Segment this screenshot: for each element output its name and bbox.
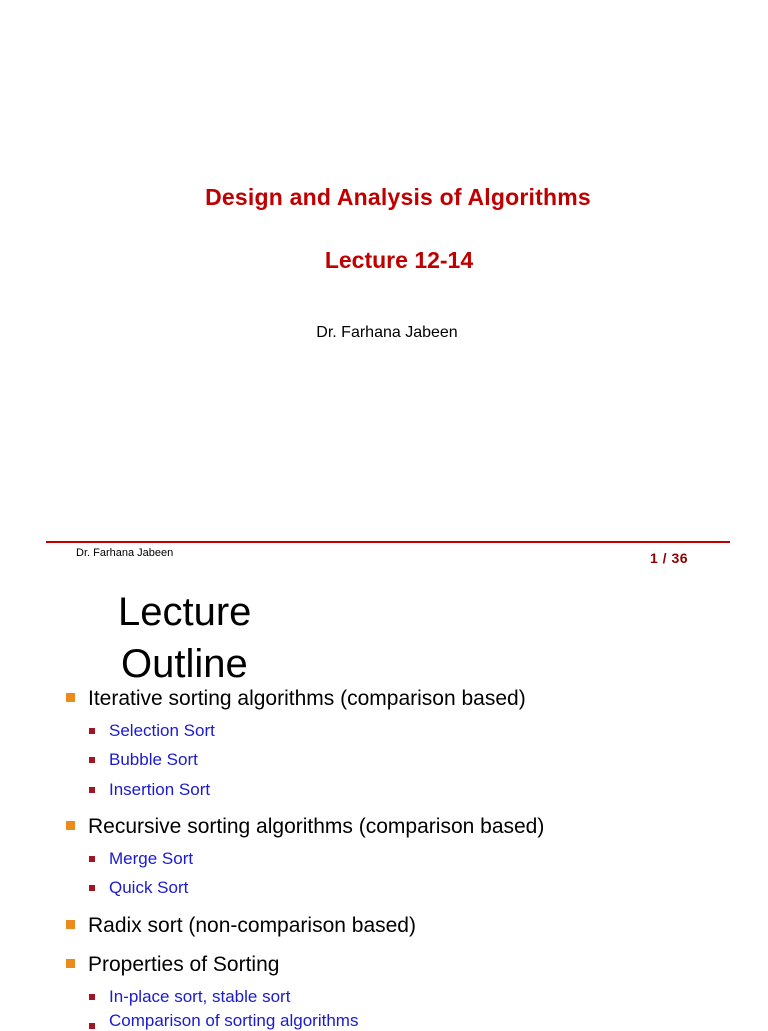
outline-subitem: In-place sort, stable sort: [109, 987, 291, 1006]
outline-subitem: Comparison of sorting algorithms: [109, 1011, 359, 1030]
sub-bullet-icon: [89, 787, 95, 793]
outline-item: Radix sort (non-comparison based): [88, 914, 416, 937]
outline-title-line1: Lecture: [118, 590, 252, 634]
outline-subitem: Quick Sort: [109, 878, 189, 897]
bullet-icon: [66, 821, 75, 830]
outline-subitem: Insertion Sort: [109, 780, 211, 799]
footer-author: Dr. Farhana Jabeen: [76, 547, 174, 559]
lecture-number: Lecture 12-14: [324, 247, 474, 273]
sub-bullet-icon: [89, 728, 95, 734]
sub-bullet-icon: [89, 885, 95, 891]
sub-bullet-icon: [89, 994, 95, 1000]
slide-title: Design and Analysis of Algorithms: [205, 184, 591, 210]
outline-subitem: Selection Sort: [109, 721, 215, 740]
bullet-icon: [66, 959, 75, 968]
outline-title-line2: Outline: [121, 642, 248, 686]
sub-bullet-icon: [89, 856, 95, 862]
slide-author: Dr. Farhana Jabeen: [316, 324, 458, 341]
outline-subitem: Merge Sort: [109, 849, 194, 868]
outline-subitem: Bubble Sort: [109, 750, 198, 769]
footer-divider: [46, 541, 730, 543]
page-number: 1 / 36: [650, 550, 689, 566]
outline-item: Properties of Sorting: [88, 953, 280, 976]
sub-bullet-icon: [89, 757, 95, 763]
outline-title: [118, 586, 251, 690]
outline-item: Recursive sorting algorithms (comparison based): [88, 815, 545, 838]
outline-item: Iterative sorting algorithms (comparison based): [88, 687, 526, 710]
bullet-icon: [66, 920, 75, 929]
bullet-icon: [66, 693, 75, 702]
